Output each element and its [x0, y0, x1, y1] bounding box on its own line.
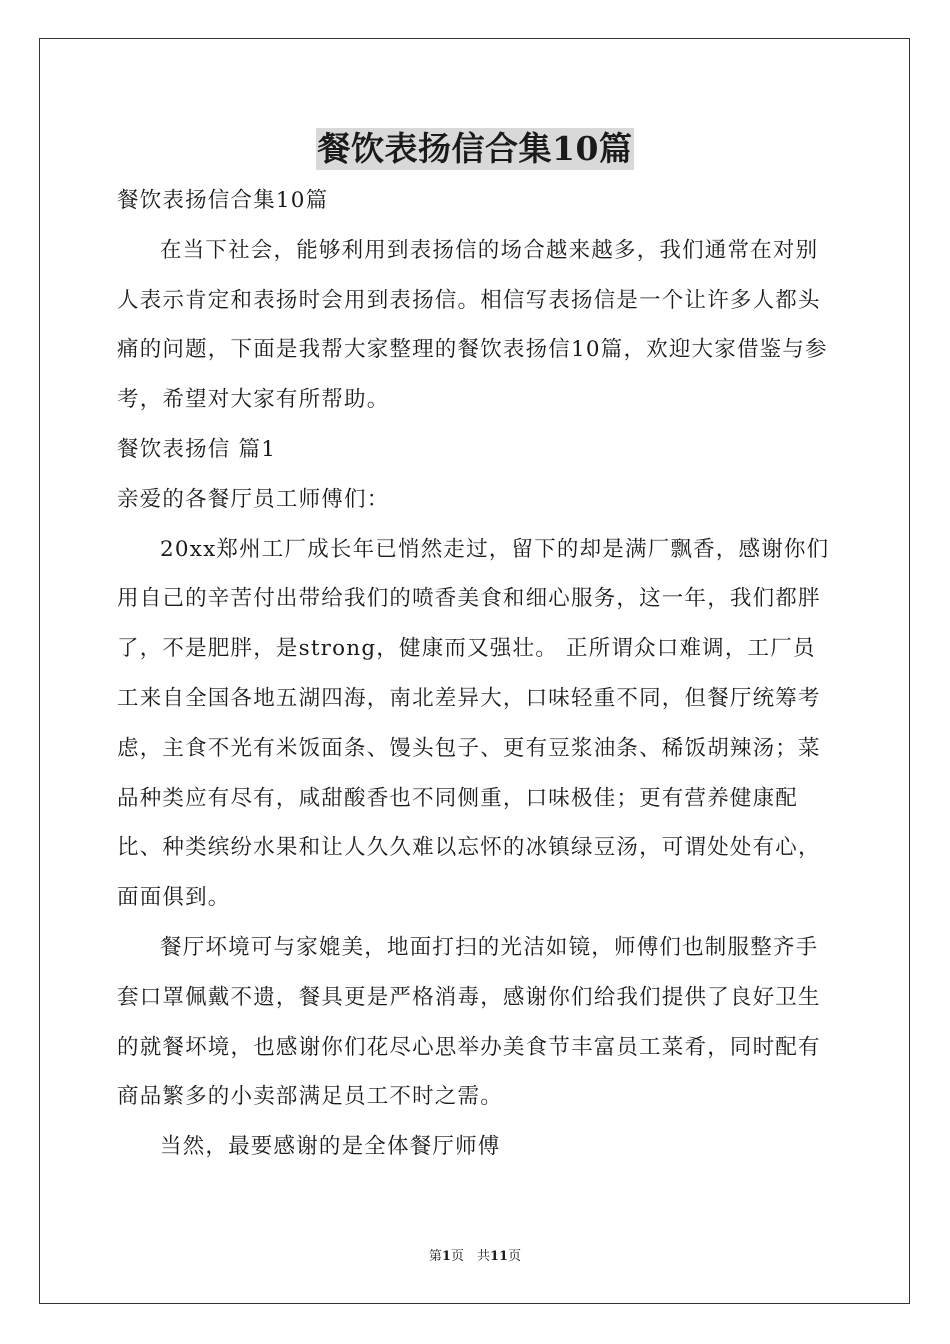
page-prefix: 第	[428, 1249, 442, 1264]
salutation: 亲爱的各餐厅员工师傅们：	[117, 486, 390, 512]
page-suffix: 页	[508, 1249, 522, 1264]
document-title: 餐饮表扬信合集10篇	[317, 129, 633, 168]
paragraph: 20xx郑州工厂成长年已悄然走过，留下的却是满厂飘香，感谢你们用自己的辛苦付出带给我们的喷香美食和细心服务，这一年，我们都胖了，不是肥胖，是strong，健康而又强壮。 正所谓众口难调，工厂员工来自全国各地五湖四海，南北差异大，口味轻重不同，但餐厅统筹考虑，主食不光有米饭面条、馒头包子、更有豆浆油条、稀饭胡辣汤；菜品种类应有尽有，咸甜酸香也不同侧重，口味极佳；更有营养健康配比、种类缤纷水果和让人久久难以忘怀的冰镇绿豆汤，可谓处处有心，面面俱到。	[117, 536, 830, 911]
page-footer	[0, 1248, 950, 1266]
paragraph: 餐厅坏境可与家媲美，地面打扫的光洁如镜，师傅们也制服整齐手套口罩佩戴不遗，餐具更是严格消毒，感谢你们给我们提供了良好卫生的就餐坏境，也感谢你们花尽心思举办美食节丰富员工菜肴，同时配有商品繁多的小卖部满足员工不时之需。	[117, 934, 821, 1110]
title-wrap	[0, 128, 950, 170]
paragraph: 当然，最要感谢的是全体餐厅师傅	[160, 1134, 501, 1160]
page-mid: 页 共	[450, 1249, 490, 1264]
document-body	[117, 176, 837, 1172]
page-total: 11	[489, 1249, 509, 1264]
page-current: 1	[441, 1249, 451, 1264]
paragraph: 餐饮表扬信合集10篇	[117, 188, 329, 213]
section-heading: 餐饮表扬信 篇1	[117, 436, 277, 462]
paragraph: 在当下社会，能够利用到表扬信的场合越来越多，我们通常在对别人表示肯定和表扬时会用到表扬信。相信写表扬信是一个让许多人都头痛的问题，下面是我帮大家整理的餐饮表扬信10篇，欢迎大家借鉴与参考，希望对大家有所帮助。	[117, 237, 828, 413]
